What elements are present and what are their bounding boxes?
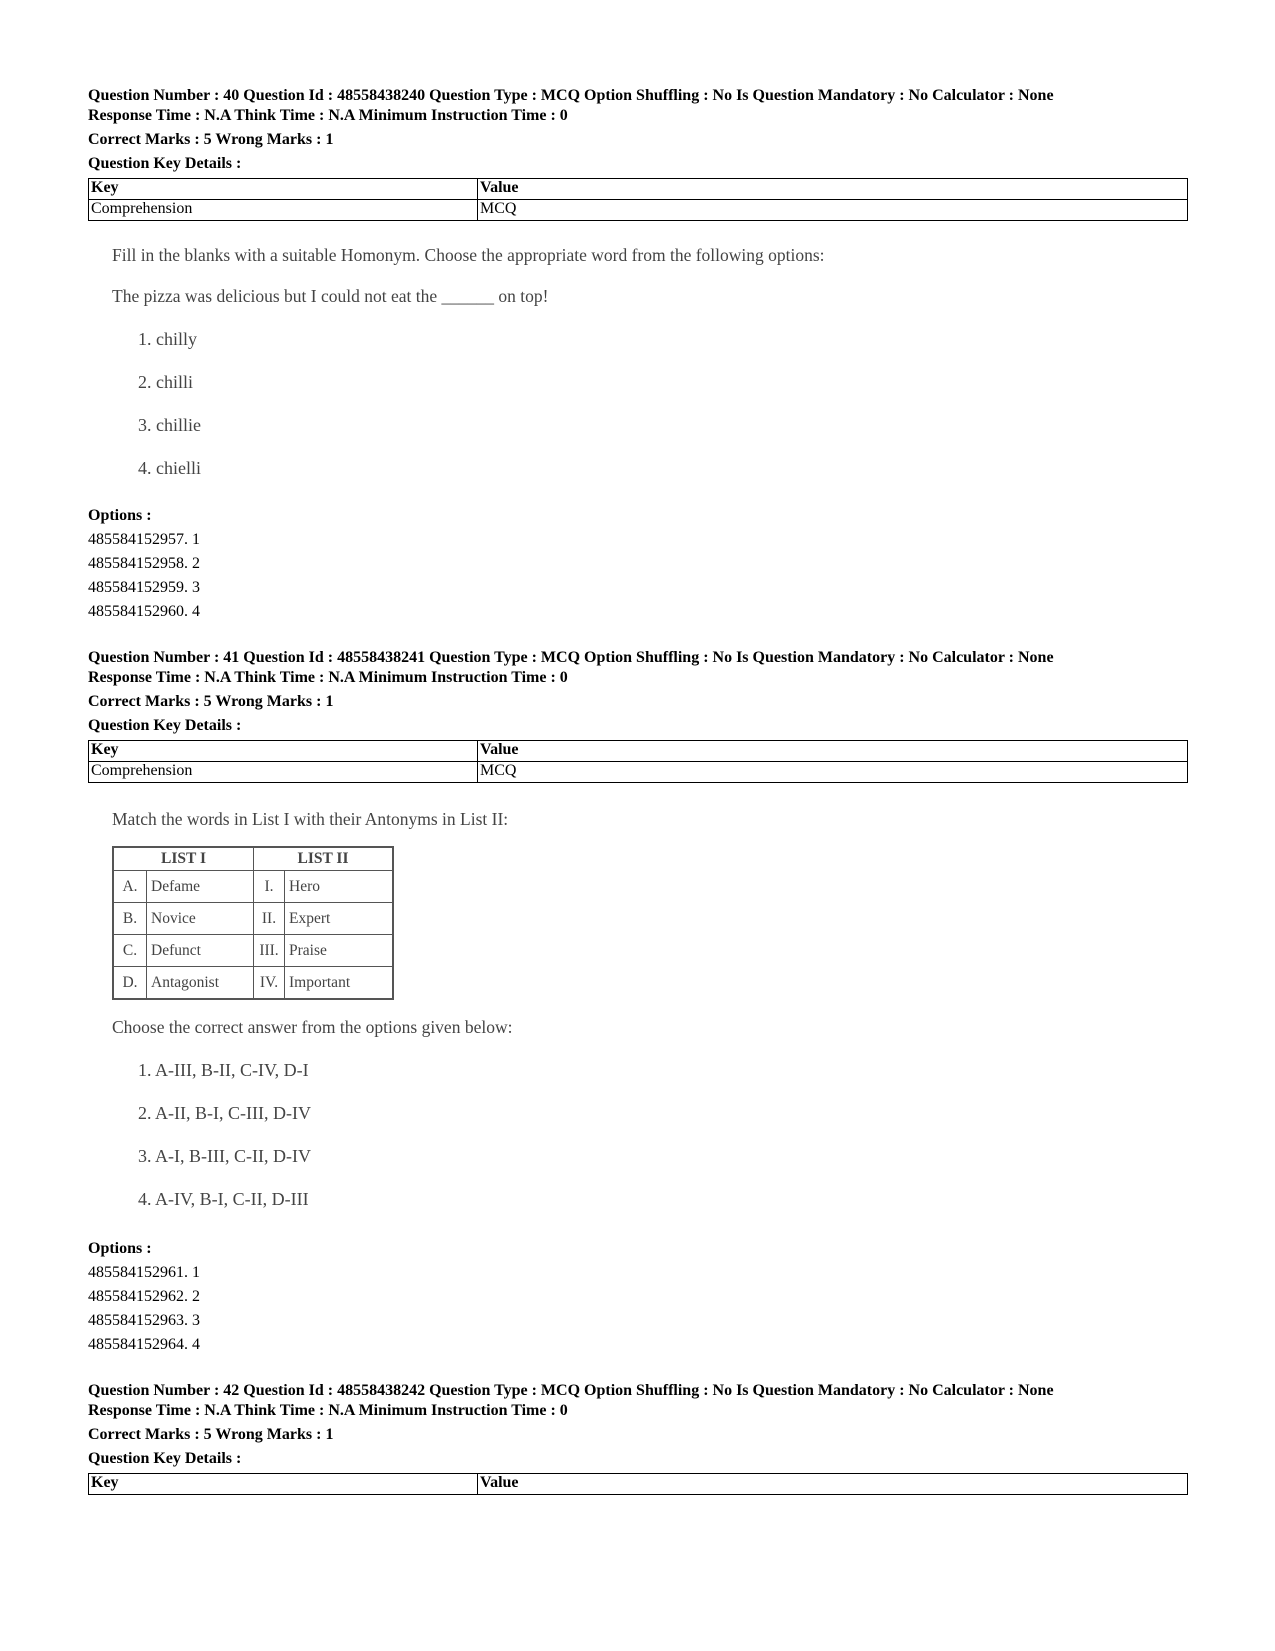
choice-2: 2. chilli [138, 372, 193, 392]
question-41-options [88, 1237, 1188, 1357]
choice-1: 1. A-III, B-II, C-IV, D-I [138, 1060, 309, 1080]
question-stem: Match the words in List I with their Antonyms in List II: [112, 809, 509, 829]
question-41-meta [88, 648, 1188, 783]
list1-header: LIST I [113, 847, 254, 871]
match-table [112, 846, 394, 1000]
question-42-meta [88, 1381, 1188, 1495]
value-cell: MCQ [478, 762, 1188, 783]
match-row [113, 903, 393, 935]
row-numeral: III. [254, 935, 285, 967]
row-letter: A. [113, 871, 147, 903]
option-4: 485584152964. 4 [88, 1336, 200, 1353]
list1-word: Antagonist [147, 967, 254, 1000]
match-row [113, 935, 393, 967]
list2-header: LIST II [254, 847, 394, 871]
response-time: Response Time : N.A Think Time : N.A Minimum Instruction Time : 0 [88, 669, 568, 686]
key-details-table [88, 740, 1188, 783]
question-stem: Fill in the blanks with a suitable Homonym. Choose the appropriate word from the following options: [112, 245, 825, 265]
value-header: Value [478, 741, 1188, 762]
question-40-options [88, 504, 1188, 624]
option-1: 485584152957. 1 [88, 531, 200, 548]
option-3: 485584152959. 3 [88, 579, 200, 596]
list1-word: Novice [147, 903, 254, 935]
key-details-table [88, 178, 1188, 221]
key-details-label: Question Key Details : [88, 717, 242, 734]
choice-4: 4. chielli [138, 458, 201, 478]
key-cell: Comprehension [89, 200, 478, 221]
response-time: Response Time : N.A Think Time : N.A Minimum Instruction Time : 0 [88, 1402, 568, 1419]
choice-3: 3. A-I, B-III, C-II, D-IV [138, 1146, 311, 1166]
row-letter: B. [113, 903, 147, 935]
choice-1: 1. chilly [138, 329, 197, 349]
row-numeral: IV. [254, 967, 285, 1000]
marks: Correct Marks : 5 Wrong Marks : 1 [88, 131, 334, 148]
question-header: Question Number : 42 Question Id : 48558438242 Question Type : MCQ Option Shuffling : No Is Question Mandatory : No Calculator : None [88, 1382, 1054, 1399]
key-header: Key [89, 1474, 478, 1495]
response-time: Response Time : N.A Think Time : N.A Minimum Instruction Time : 0 [88, 107, 568, 124]
list2-word: Praise [285, 935, 394, 967]
marks: Correct Marks : 5 Wrong Marks : 1 [88, 693, 334, 710]
choice-2: 2. A-II, B-I, C-III, D-IV [138, 1103, 311, 1123]
question-header: Question Number : 41 Question Id : 48558438241 Question Type : MCQ Option Shuffling : No Is Question Mandatory : No Calculator : None [88, 649, 1054, 666]
key-cell: Comprehension [89, 762, 478, 783]
key-details-table [88, 1473, 1188, 1495]
match-row [113, 871, 393, 903]
question-41-image [112, 808, 512, 1210]
choice-4: 4. A-IV, B-I, C-II, D-III [138, 1189, 309, 1209]
marks: Correct Marks : 5 Wrong Marks : 1 [88, 1426, 334, 1443]
after-table-instruction: Choose the correct answer from the options given below: [112, 1017, 513, 1037]
key-header: Key [89, 179, 478, 200]
value-header: Value [478, 1474, 1188, 1495]
list2-word: Important [285, 967, 394, 1000]
list1-word: Defunct [147, 935, 254, 967]
option-2: 485584152962. 2 [88, 1288, 200, 1305]
row-numeral: I. [254, 871, 285, 903]
option-2: 485584152958. 2 [88, 555, 200, 572]
row-letter: D. [113, 967, 147, 1000]
key-details-label: Question Key Details : [88, 1450, 242, 1467]
match-row [113, 967, 393, 1000]
key-header: Key [89, 741, 478, 762]
row-letter: C. [113, 935, 147, 967]
key-details-label: Question Key Details : [88, 155, 242, 172]
options-label: Options : [88, 1240, 152, 1257]
question-sentence: The pizza was delicious but I could not eat the ______ on top! [112, 286, 549, 306]
question-40-image [112, 244, 825, 479]
value-cell: MCQ [478, 200, 1188, 221]
row-numeral: II. [254, 903, 285, 935]
choice-3: 3. chillie [138, 415, 201, 435]
list2-word: Hero [285, 871, 394, 903]
option-3: 485584152963. 3 [88, 1312, 200, 1329]
value-header: Value [478, 179, 1188, 200]
option-4: 485584152960. 4 [88, 603, 200, 620]
question-header: Question Number : 40 Question Id : 48558438240 Question Type : MCQ Option Shuffling : No Is Question Mandatory : No Calculator : None [88, 87, 1054, 104]
list2-word: Expert [285, 903, 394, 935]
option-1: 485584152961. 1 [88, 1264, 200, 1281]
options-label: Options : [88, 507, 152, 524]
list1-word: Defame [147, 871, 254, 903]
question-40-meta [88, 86, 1188, 221]
